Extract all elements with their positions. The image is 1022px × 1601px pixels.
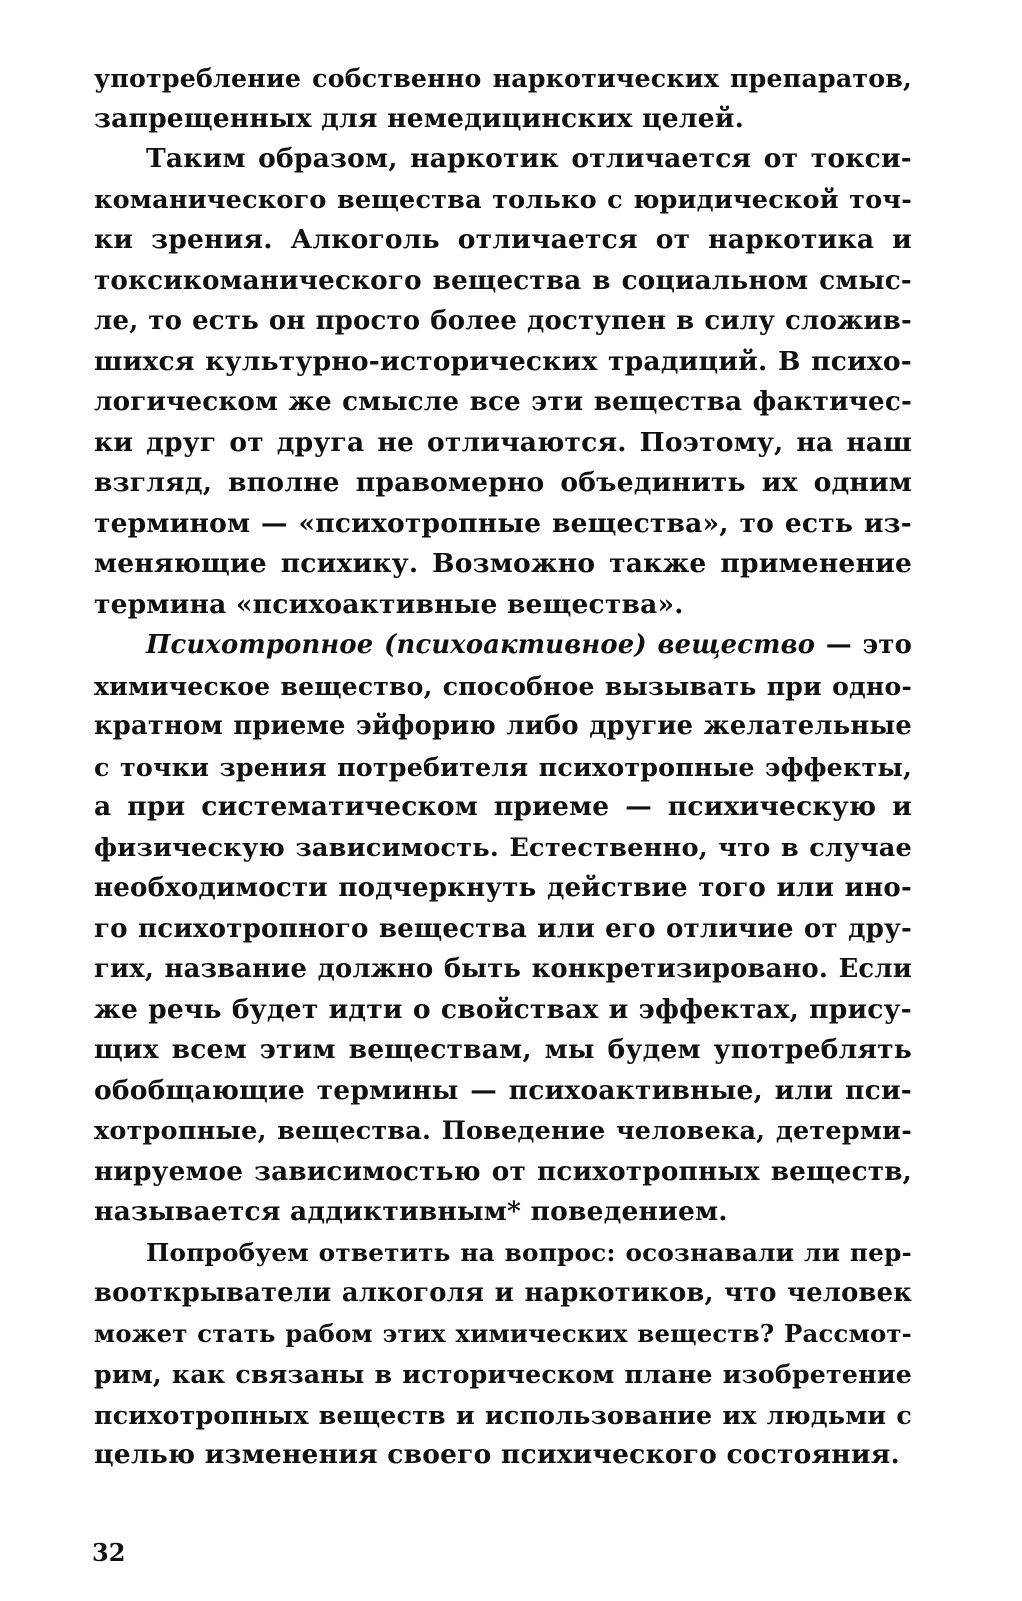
text-line: с точки зрения потребителя психотропные эффекты, <box>94 751 912 782</box>
paragraph-4 <box>94 1233 912 1476</box>
text-line: взгляд, вполне правомерно объединить их одним <box>94 467 912 498</box>
text-line: ки друг от друга не отличаются. Поэтому, на наш <box>94 426 912 458</box>
text-line: же речь будет идти о свойствах и эффектах, прису- <box>94 993 912 1025</box>
text-line: гих, название должно быть конкретизировано. Если <box>94 954 912 984</box>
paragraph-3 <box>94 625 912 1233</box>
text-line: Таким образом, наркотик отличается от токси- <box>146 143 912 174</box>
text-line: термина «психоактивные вещества». <box>94 588 684 620</box>
definition-lead: — это <box>815 630 912 660</box>
paragraph-1 <box>94 58 912 139</box>
text-line: запрещенных для немедицинских целей. <box>94 102 745 134</box>
text-line: хотропные, вещества. Поведение человека, детерми- <box>94 1116 912 1146</box>
text-line: Попробуем ответить на вопрос: осознавали ли пер- <box>146 1237 912 1267</box>
text-line: меняющие психику. Возможно также применение <box>94 548 912 579</box>
text-line: термином — «психотропные вещества», то есть из- <box>94 507 912 539</box>
text-line: необходимости подчеркнуть действие того или ино- <box>94 873 912 903</box>
text-line: шихся культурно-исторических традиций. В психо- <box>94 345 912 377</box>
text-line: ки зрения. Алкоголь отличается от наркотика и <box>94 224 912 255</box>
text-line: рим, как связаны в историческом плане изобретение <box>94 1359 912 1389</box>
text-line: психотропных веществ и использование их людьми с <box>94 1399 912 1430</box>
body-text <box>94 58 912 1476</box>
text-line: команического вещества только с юридической точ- <box>94 184 912 215</box>
text-line: го психотропного вещества или его отличие от дру- <box>94 913 912 944</box>
text-line: физическую зависимость. Естественно, что в случае <box>94 832 912 863</box>
text-line: обобщающие термины — психоактивные, или пси- <box>94 1074 912 1106</box>
text-line: а при систематическом приеме — психическую и <box>94 791 912 822</box>
definition-first-line <box>94 625 912 666</box>
text-line: может стать рабом этих химических веществ? Рассмот- <box>94 1318 912 1348</box>
text-line: химическое вещество, способное вызывать при одно- <box>94 670 912 701</box>
text-line: щих всем этим веществам, мы будем употреблять <box>94 1034 912 1065</box>
text-line: употребление собственно наркотических препаратов, <box>94 63 912 93</box>
text-line: логическом же смысле все эти вещества фактичес- <box>94 386 912 417</box>
page-number: 32 <box>92 1538 126 1567</box>
text-line: токсикоманического вещества в социальном смыс- <box>94 264 912 296</box>
paragraph-2 <box>94 139 912 625</box>
defined-term: Психотропное (психоактивное) вещество <box>146 630 816 660</box>
text-line: вооткрыватели алкоголя и наркотиков, что человек <box>94 1278 912 1308</box>
text-line: нируемое зависимостью от психотропных веществ, <box>94 1155 912 1187</box>
text-line: целью изменения своего психического состояния. <box>94 1439 900 1470</box>
text-line: ле, то есть он просто более доступен в силу сложив- <box>94 306 912 336</box>
text-line: кратном приеме эйфорию либо другие желательные <box>94 711 912 741</box>
text-line: называется аддиктивным* поведением. <box>94 1196 728 1227</box>
